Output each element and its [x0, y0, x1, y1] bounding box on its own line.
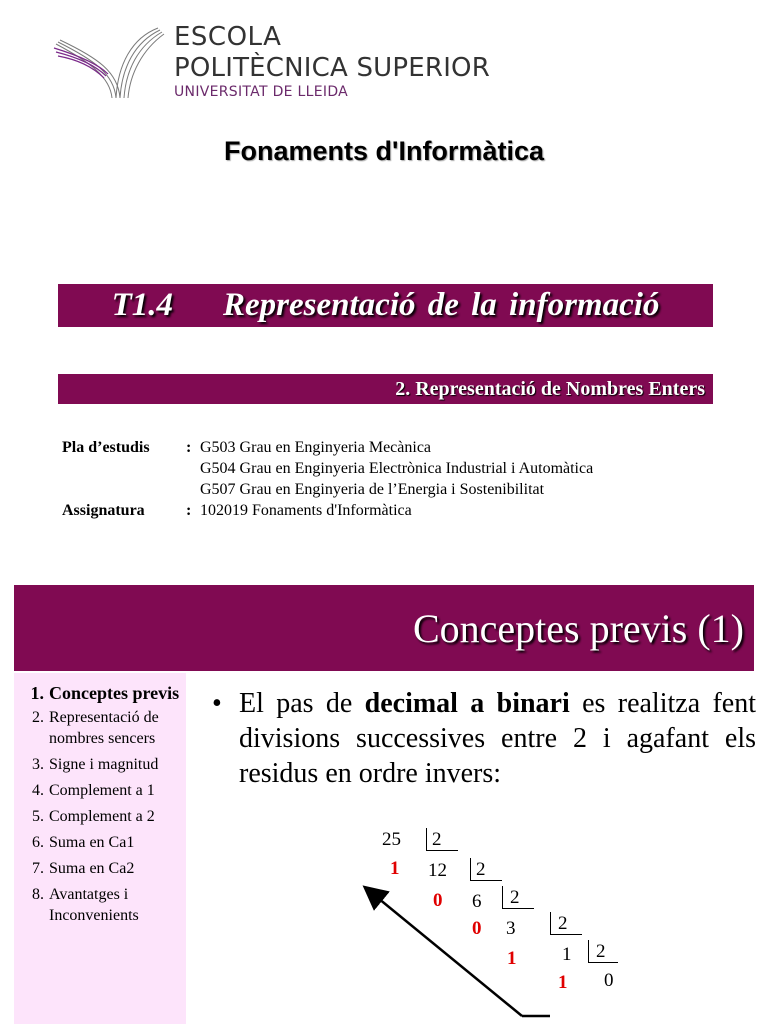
- topic-banner: [58, 284, 713, 327]
- remainder: 0: [472, 918, 482, 939]
- outline-label: Complement a 2: [49, 808, 155, 825]
- bullet-text-start: El pas de: [239, 688, 365, 719]
- read-direction-arrow-icon: [360, 820, 660, 1020]
- logo-line-3: UNIVERSITAT DE LLEIDA: [174, 84, 349, 100]
- outline-item-signe-magnitud[interactable]: [14, 754, 186, 775]
- bullet-text-bold: decimal a binari: [364, 688, 570, 719]
- outline-item-complement-a-1[interactable]: [14, 780, 186, 801]
- eps-logo-icon: [50, 22, 168, 102]
- slide-title: Conceptes previs (1): [412, 606, 744, 651]
- outline-num: 5.: [32, 808, 44, 825]
- slide-title-bar: [14, 585, 754, 671]
- outline-label: Suma en Ca2: [49, 860, 135, 877]
- outline-item-complement-a-2[interactable]: [14, 806, 186, 827]
- outline-item-representacio[interactable]: [14, 707, 186, 749]
- outline-item-suma-ca2[interactable]: [14, 858, 186, 879]
- outline-label: Representació de nombres sencers: [49, 709, 159, 747]
- remainder: 1: [390, 858, 400, 879]
- outline-label: Conceptes previs: [49, 683, 180, 703]
- outline-num: 4.: [32, 782, 44, 799]
- subject-label: Assignatura: [62, 502, 145, 519]
- topic-code: T1.4: [111, 287, 174, 323]
- divisor: 2: [558, 913, 568, 934]
- course-info: [62, 437, 593, 521]
- dividend: 6: [472, 891, 482, 912]
- outline-item-avantatges[interactable]: [14, 884, 186, 926]
- dividend: 1: [562, 944, 572, 965]
- bullet-text-end: es realitza fent divisions successives entre 2 i agafant els residus en ordre invers:: [239, 688, 756, 789]
- outline-num: 2.: [32, 709, 44, 726]
- bullet-paragraph: [212, 686, 756, 791]
- dividend: 25: [382, 829, 401, 850]
- logo-line-1: ESCOLA: [174, 22, 282, 52]
- outline-num: 7.: [32, 860, 44, 877]
- subject-value: 102019 Fonaments d'Informàtica: [200, 502, 412, 519]
- bullet-icon: •: [212, 688, 222, 719]
- outline-label: Avantatges i Inconvenients: [49, 886, 139, 924]
- outline-item-suma-ca1[interactable]: [14, 832, 186, 853]
- course-title: Fonaments d'Informàtica: [224, 136, 544, 166]
- study-plan-1: G503 Grau en Enginyeria Mecànica: [200, 439, 432, 456]
- subtopic-title: 2. Representació de Nombres Enters: [395, 377, 705, 400]
- outline-num: 1.: [30, 683, 44, 703]
- final-quotient: 0: [604, 970, 614, 991]
- divisor: 2: [476, 859, 486, 880]
- divisor: 2: [596, 941, 606, 962]
- outline-sidebar: [14, 673, 186, 1024]
- outline-num: 3.: [32, 756, 44, 773]
- divisor: 2: [510, 887, 520, 908]
- remainder: 0: [433, 890, 443, 911]
- remainder: 1: [558, 972, 568, 993]
- outline-label: Suma en Ca1: [49, 834, 135, 851]
- outline-item-conceptes-previs[interactable]: [14, 681, 186, 705]
- divisor: 2: [432, 829, 442, 850]
- outline-num: 6.: [32, 834, 44, 851]
- colon: :: [186, 502, 192, 519]
- study-plan-label: Pla d’estudis: [62, 439, 150, 456]
- topic-title: Representació de la informació: [223, 287, 660, 323]
- study-plan-2: G504 Grau en Enginyeria Electrònica Industrial i Automàtica: [200, 460, 594, 477]
- dividend: 3: [506, 918, 516, 939]
- outline-num: 8.: [32, 886, 44, 903]
- logo-line-2: POLITÈCNICA SUPERIOR: [174, 53, 490, 83]
- subtopic-banner: [58, 374, 713, 404]
- outline-label: Complement a 1: [49, 782, 155, 799]
- outline-label: Signe i magnitud: [49, 756, 159, 773]
- dividend: 12: [428, 860, 447, 881]
- colon: :: [186, 439, 192, 456]
- school-logo: [50, 22, 490, 112]
- study-plan-3: G507 Grau en Enginyeria de l’Energia i Sostenibilitat: [200, 481, 545, 498]
- remainder: 1: [507, 948, 517, 969]
- division-diagram: [360, 820, 660, 1020]
